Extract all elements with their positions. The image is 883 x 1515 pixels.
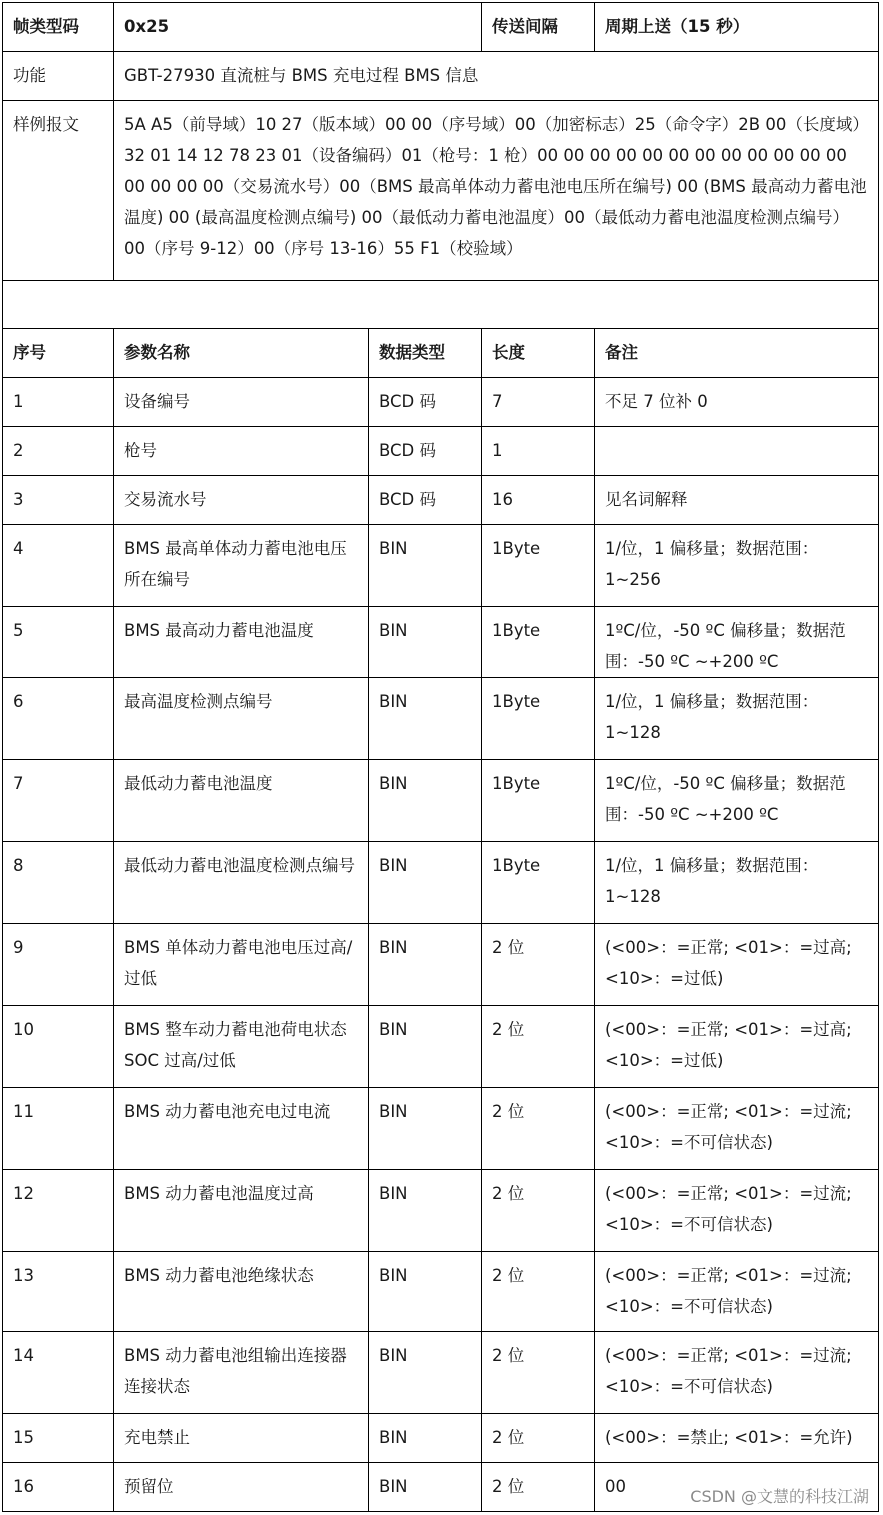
row-name: 最低动力蓄电池温度 [114,760,369,842]
interval-value: 周期上送（15 秒） [595,3,879,52]
table-row [3,924,879,1006]
table-row [3,476,879,525]
row-name: 最高温度检测点编号 [114,678,369,760]
row-no: 11 [3,1088,114,1170]
watermark: CSDN @文慧的科技江湖 [690,1487,869,1506]
row-no: 6 [3,678,114,760]
frame-type-label: 帧类型码 [3,3,114,52]
row-type: BIN [369,1332,482,1414]
row-length: 1Byte [482,525,595,607]
row-length: 2 位 [482,924,595,1006]
table-row [3,1414,879,1463]
row-no: 2 [3,427,114,476]
table-row [3,607,879,678]
row-note: (<00>：=正常; <01>：=过流; <10>：=不可信状态) [595,1252,879,1332]
row-name: 交易流水号 [114,476,369,525]
row-name: BMS 动力蓄电池温度过高 [114,1170,369,1252]
row-note: (<00>：=正常; <01>：=过流; <10>：=不可信状态) [595,1088,879,1170]
row-type: BIN [369,760,482,842]
row-type: BIN [369,1463,482,1512]
row-type: BIN [369,525,482,607]
row-type: BIN [369,1414,482,1463]
row-no: 15 [3,1414,114,1463]
row-name: BMS 整车动力蓄电池荷电状态 SOC 过高/过低 [114,1006,369,1088]
row-no: 3 [3,476,114,525]
table-row [3,427,879,476]
sample-label: 样例报文 [3,101,114,281]
column-header-row [3,329,879,378]
row-name: 枪号 [114,427,369,476]
row-type: BCD 码 [369,427,482,476]
row-note: (<00>：=正常; <01>：=过流; <10>：=不可信状态) [595,1332,879,1414]
row-name: BMS 最高动力蓄电池温度 [114,607,369,678]
row-type: BIN [369,1006,482,1088]
row-name: BMS 最高单体动力蓄电池电压所在编号 [114,525,369,607]
table-row [3,1170,879,1252]
column-header-length: 长度 [482,329,595,378]
row-no: 4 [3,525,114,607]
function-label: 功能 [3,52,114,101]
row-no: 7 [3,760,114,842]
row-length: 2 位 [482,1463,595,1512]
row-note: (<00>：=禁止; <01>：=允许) [595,1414,879,1463]
row-length: 2 位 [482,1006,595,1088]
function-value: GBT-27930 直流桩与 BMS 充电过程 BMS 信息 [114,52,879,101]
row-note: 1ºC/位，-50 ºC 偏移量；数据范围：-50 ºC ~+200 ºC [595,607,879,678]
row-note: 见名词解释 [595,476,879,525]
row-note: 1ºC/位，-50 ºC 偏移量；数据范围：-50 ºC ~+200 ºC [595,760,879,842]
row-no: 14 [3,1332,114,1414]
row-no: 1 [3,378,114,427]
row-length: 2 位 [482,1414,595,1463]
row-no: 10 [3,1006,114,1088]
table-row [3,525,879,607]
row-length: 2 位 [482,1252,595,1332]
table-row [3,760,879,842]
row-name: BMS 单体动力蓄电池电压过高/过低 [114,924,369,1006]
row-note [595,427,879,476]
row-note: 不足 7 位补 0 [595,378,879,427]
row-no: 12 [3,1170,114,1252]
column-header-type: 数据类型 [369,329,482,378]
interval-label: 传送间隔 [482,3,595,52]
row-note: (<00>：=正常; <01>：=过高; <10>：=过低) [595,924,879,1006]
table-row [3,678,879,760]
column-header-name: 参数名称 [114,329,369,378]
row-length: 2 位 [482,1170,595,1252]
row-no: 9 [3,924,114,1006]
row-name: BMS 动力蓄电池充电过电流 [114,1088,369,1170]
row-note: (<00>：=正常; <01>：=过高; <10>：=过低) [595,1006,879,1088]
sample-value: 5A A5（前导域）10 27（版本域）00 00（序号域）00（加密标志）25（命令字）2B 00（长度域）32 01 14 12 78 23 01（设备编码）01（枪号：1 枪）00 00 00 00 00 00 00 00 00 00 00 00 00 00 00 00（交易流水号）00（BMS 最高单体动力蓄电池电压所在编号) 00 (BMS 最高动力蓄电池温度) 00 (最高温度检测点编号) 00（最低动力蓄电池温度）00（最低动力蓄电池温度检测点编号）00（序号 9-12）00（序号 13-16）55 F1（校验域） [114,101,879,281]
row-name: BMS 动力蓄电池组输出连接器连接状态 [114,1332,369,1414]
row-no: 5 [3,607,114,678]
table-row [3,378,879,427]
row-length: 1Byte [482,842,595,924]
function-row [3,52,879,101]
frame-type-row [3,3,879,52]
row-note: 1/位，1 偏移量；数据范围：1~128 [595,678,879,760]
protocol-table [2,2,879,1512]
table-row [3,842,879,924]
table-row [3,1252,879,1332]
row-type: BIN [369,1170,482,1252]
spacer-row [3,281,879,329]
row-length: 16 [482,476,595,525]
spacer-cell [3,281,879,329]
sample-row [3,101,879,281]
table-row [3,1006,879,1088]
row-length: 2 位 [482,1088,595,1170]
row-type: BIN [369,1252,482,1332]
row-type: BIN [369,924,482,1006]
table-row [3,1088,879,1170]
row-note: 1/位，1 偏移量；数据范围：1~128 [595,842,879,924]
row-no: 8 [3,842,114,924]
row-note: (<00>：=正常; <01>：=过流; <10>：=不可信状态) [595,1170,879,1252]
row-name: 设备编号 [114,378,369,427]
row-length: 1 [482,427,595,476]
row-name: 预留位 [114,1463,369,1512]
column-header-no: 序号 [3,329,114,378]
row-no: 13 [3,1252,114,1332]
row-type: BCD 码 [369,476,482,525]
row-type: BCD 码 [369,378,482,427]
row-length: 2 位 [482,1332,595,1414]
row-type: BIN [369,607,482,678]
row-no: 16 [3,1463,114,1512]
table-row [3,1332,879,1414]
row-note: 00 [595,1463,879,1512]
row-length: 1Byte [482,760,595,842]
row-note: 1/位，1 偏移量；数据范围：1~256 [595,525,879,607]
row-name: 充电禁止 [114,1414,369,1463]
row-type: BIN [369,678,482,760]
row-type: BIN [369,842,482,924]
row-type: BIN [369,1088,482,1170]
row-name: BMS 动力蓄电池绝缘状态 [114,1252,369,1332]
row-name: 最低动力蓄电池温度检测点编号 [114,842,369,924]
row-length: 1Byte [482,607,595,678]
frame-type-value: 0x25 [114,3,482,52]
row-length: 7 [482,378,595,427]
column-header-note: 备注 [595,329,879,378]
row-length: 1Byte [482,678,595,760]
